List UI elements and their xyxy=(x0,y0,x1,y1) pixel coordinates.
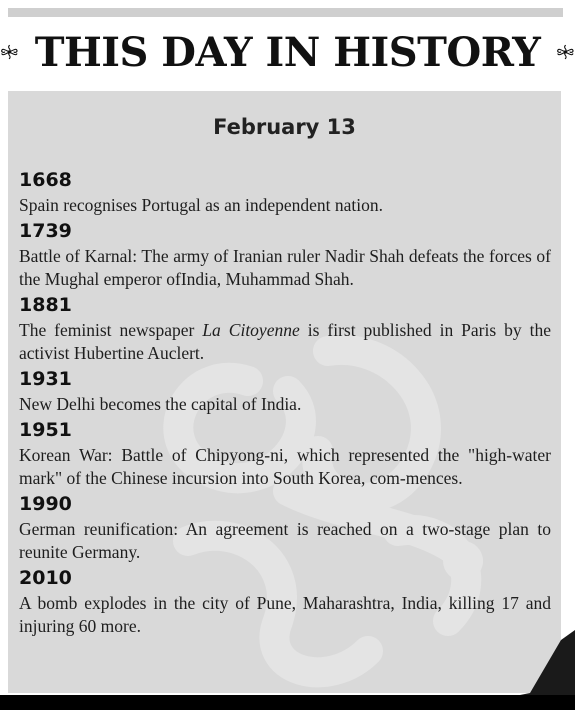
event-description: A bomb explodes in the city of Pune, Maharashtra, India, killing 17 and injuring 60 more. xyxy=(19,593,551,636)
event-description: Spain recognises Portugal as an independent nation. xyxy=(19,195,384,215)
fleur-ornament-icon xyxy=(0,34,19,70)
event-year: 1668 xyxy=(19,169,72,191)
list-item xyxy=(19,565,551,638)
event-year: 1951 xyxy=(19,419,72,441)
page-title: THIS DAY IN HISTORY xyxy=(34,28,541,76)
event-year: 1990 xyxy=(19,493,72,515)
list-item xyxy=(19,167,551,217)
event-list xyxy=(19,167,551,639)
list-item xyxy=(19,366,551,416)
event-text-part: is first published in Paris by the activist Hubertine Auclert. xyxy=(19,320,552,363)
date-heading: February 13 xyxy=(213,115,356,139)
bottom-bar xyxy=(0,695,575,710)
event-description: Battle of Karnal: The army of Iranian ruler Nadir Shah defeats the forces of the Mughal emperor ofIndia, Muhammad Shah. xyxy=(19,246,551,289)
header xyxy=(0,22,575,82)
event-description: Korean War: Battle of Chipyong-ni, which represented the "high-water mark" of the Chinese incursion into South Korea, com-mences. xyxy=(19,445,551,488)
list-item xyxy=(19,491,551,564)
event-year: 1739 xyxy=(19,220,72,242)
event-description xyxy=(19,319,551,365)
history-panel xyxy=(8,91,561,693)
top-rule xyxy=(8,8,563,17)
event-text-part: The feminist newspaper xyxy=(19,320,203,340)
list-item xyxy=(19,417,551,490)
fleur-ornament-icon xyxy=(556,34,575,70)
event-description: New Delhi becomes the capital of India. xyxy=(19,394,302,414)
event-year: 2010 xyxy=(19,567,72,589)
newspaper-title: La Citoyenne xyxy=(202,320,300,340)
list-item xyxy=(19,292,551,365)
list-item xyxy=(19,218,551,291)
event-description: German reunification: An agreement is reached on a two-stage plan to reunite Germany. xyxy=(19,519,551,562)
event-year: 1931 xyxy=(19,368,72,390)
event-year: 1881 xyxy=(19,294,72,316)
